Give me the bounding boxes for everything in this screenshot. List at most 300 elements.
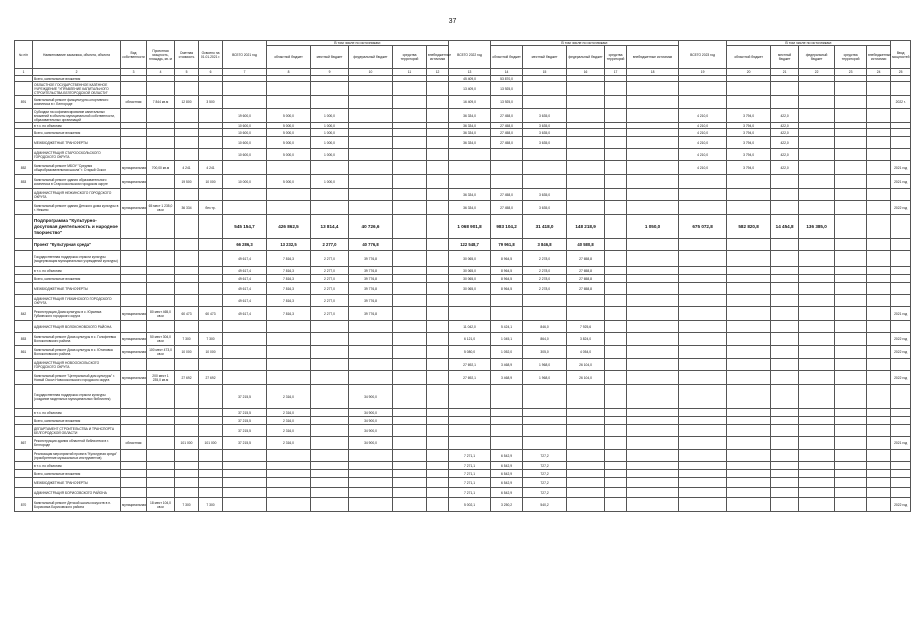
value-cell bbox=[679, 450, 727, 462]
value-cell: 79 961,8 bbox=[491, 239, 523, 251]
value-cell bbox=[627, 371, 679, 385]
object-name-cell: Капитальный ремонт МБОУ "Средняя общеобразовательная школа" г. Старый Оскол bbox=[33, 161, 121, 175]
value-cell bbox=[393, 201, 427, 215]
value-cell: 13 232,5 bbox=[267, 239, 311, 251]
value-cell bbox=[175, 239, 199, 251]
value-cell bbox=[605, 478, 627, 488]
value-cell bbox=[891, 137, 911, 149]
column-number-cell: 23 bbox=[835, 69, 867, 76]
value-cell bbox=[349, 470, 393, 478]
value-cell bbox=[175, 385, 199, 409]
value-cell: 5 000,0 bbox=[267, 109, 311, 123]
value-cell bbox=[891, 417, 911, 425]
value-cell bbox=[267, 371, 311, 385]
investment-table-sheet bbox=[14, 40, 910, 512]
value-cell bbox=[523, 161, 567, 175]
value-cell: 6 542,9 bbox=[491, 462, 523, 470]
value-cell: 2 278,0 bbox=[523, 283, 567, 295]
value-cell bbox=[267, 450, 311, 462]
table-row bbox=[15, 295, 911, 307]
value-cell bbox=[393, 275, 427, 283]
value-cell bbox=[393, 478, 427, 488]
value-cell bbox=[835, 295, 867, 307]
value-cell bbox=[449, 295, 491, 307]
value-cell: 136 385,0 bbox=[799, 215, 835, 239]
object-name-cell: Капитальный ремонт Дома культуры в с. Ютановка Волоконовского района bbox=[33, 346, 121, 359]
value-cell: 39 776,8 bbox=[349, 267, 393, 275]
value-cell bbox=[727, 478, 771, 488]
value-cell: 6 542,9 bbox=[491, 470, 523, 478]
value-cell bbox=[771, 371, 799, 385]
value-cell bbox=[835, 109, 867, 123]
value-cell bbox=[835, 239, 867, 251]
value-cell bbox=[223, 498, 267, 512]
value-cell bbox=[199, 275, 223, 283]
object-name-cell: Капитальный ремонт физкультурно-спортивного комплекса в г. Белгороде bbox=[33, 96, 121, 109]
value-cell: 10 000,0 bbox=[223, 175, 267, 189]
value-cell bbox=[679, 201, 727, 215]
col-header-12: внебюджетные источники bbox=[427, 46, 449, 69]
value-cell bbox=[427, 175, 449, 189]
value-cell bbox=[891, 478, 911, 488]
col-header-6: Освоено на 01.01.2021 г. bbox=[199, 41, 223, 69]
value-cell: 5 000,0 bbox=[267, 123, 311, 129]
value-cell bbox=[223, 470, 267, 478]
value-cell bbox=[679, 333, 727, 346]
value-cell bbox=[427, 425, 449, 437]
col-header-1: № п/п bbox=[15, 41, 33, 69]
value-cell: 49 617,4 bbox=[223, 275, 267, 283]
table-row bbox=[15, 462, 911, 470]
value-cell: 7 271,1 bbox=[449, 462, 491, 470]
value-cell: 7 816,3 bbox=[267, 283, 311, 295]
value-cell: 3 794,0 bbox=[727, 149, 771, 161]
column-number-cell: 4 bbox=[147, 69, 175, 76]
value-cell bbox=[491, 417, 523, 425]
col-header-23: средства территорий bbox=[835, 46, 867, 69]
value-cell bbox=[627, 267, 679, 275]
value-cell bbox=[799, 201, 835, 215]
value-cell: 5 002,1 bbox=[449, 498, 491, 512]
value-cell bbox=[121, 275, 147, 283]
value-cell: 36 334,0 bbox=[449, 129, 491, 137]
value-cell: 49 617,4 bbox=[223, 283, 267, 295]
column-number-cell: 21 bbox=[771, 69, 799, 76]
value-cell bbox=[891, 189, 911, 201]
value-cell bbox=[199, 488, 223, 498]
value-cell: 30 065,0 bbox=[449, 251, 491, 267]
value-cell: 2 277,0 bbox=[311, 283, 349, 295]
value-cell bbox=[727, 470, 771, 478]
value-cell: 4 210,0 bbox=[679, 161, 727, 175]
value-cell: 66 286,3 bbox=[223, 239, 267, 251]
value-cell bbox=[867, 175, 891, 189]
value-cell bbox=[223, 333, 267, 346]
object-name-cell: Капитальный ремонт здания Детского дома культуры в г. Нежино bbox=[33, 201, 121, 215]
value-cell: 1 068 901,8 bbox=[449, 215, 491, 239]
value-cell bbox=[727, 346, 771, 359]
value-cell: 2021 год bbox=[891, 161, 911, 175]
value-cell bbox=[627, 96, 679, 109]
value-cell: 31 418,0 bbox=[523, 215, 567, 239]
row-number-cell: 842 bbox=[15, 307, 33, 321]
column-number-cell: 13 bbox=[449, 69, 491, 76]
value-cell bbox=[427, 359, 449, 371]
object-name-cell: АДМИНИСТРАЦИЯ ВОЛОКОНОВСКОГО РАЙОНА bbox=[33, 321, 121, 333]
value-cell: 30 065,0 bbox=[449, 283, 491, 295]
value-cell bbox=[835, 333, 867, 346]
value-cell bbox=[679, 307, 727, 321]
value-cell bbox=[349, 189, 393, 201]
value-cell bbox=[147, 267, 175, 275]
value-cell bbox=[867, 333, 891, 346]
column-number-cell: 14 bbox=[491, 69, 523, 76]
value-cell: 7 271,1 bbox=[449, 478, 491, 488]
value-cell bbox=[449, 417, 491, 425]
value-cell bbox=[771, 96, 799, 109]
value-cell: 34 900,0 bbox=[349, 409, 393, 417]
value-cell bbox=[393, 82, 427, 96]
value-cell bbox=[605, 175, 627, 189]
value-cell bbox=[147, 215, 175, 239]
value-cell bbox=[491, 425, 523, 437]
value-cell: 846,0 bbox=[523, 321, 567, 333]
value-cell bbox=[147, 321, 175, 333]
value-cell bbox=[311, 96, 349, 109]
value-cell bbox=[427, 201, 449, 215]
value-cell bbox=[199, 425, 223, 437]
value-cell bbox=[567, 425, 605, 437]
value-cell bbox=[799, 333, 835, 346]
value-cell: 27 658,8 bbox=[567, 267, 605, 275]
value-cell bbox=[605, 498, 627, 512]
value-cell bbox=[835, 96, 867, 109]
value-cell: 37 215,5 bbox=[223, 417, 267, 425]
value-cell bbox=[449, 161, 491, 175]
value-cell: 36 334,0 bbox=[449, 201, 491, 215]
value-cell bbox=[121, 425, 147, 437]
row-number-cell bbox=[15, 215, 33, 239]
value-cell bbox=[867, 129, 891, 137]
table-row bbox=[15, 498, 911, 512]
value-cell: 2 278,0 bbox=[523, 267, 567, 275]
value-cell bbox=[867, 478, 891, 488]
value-cell bbox=[605, 189, 627, 201]
table-row bbox=[15, 175, 911, 189]
value-cell: 3 635,0 bbox=[523, 201, 567, 215]
value-cell bbox=[771, 359, 799, 371]
value-cell bbox=[147, 470, 175, 478]
col-header-5: Сметная стоимость bbox=[175, 41, 199, 69]
table-row bbox=[15, 307, 911, 321]
value-cell bbox=[891, 82, 911, 96]
value-cell bbox=[349, 346, 393, 359]
value-cell: 27 658,8 bbox=[567, 251, 605, 267]
value-cell bbox=[393, 409, 427, 417]
value-cell: 101 000 bbox=[199, 437, 223, 450]
object-name-cell: Капитальный ремонт "Центральный дом культуры" г. Новый Оскол Новооскольского городского округа bbox=[33, 371, 121, 385]
table-row bbox=[15, 321, 911, 333]
value-cell bbox=[147, 275, 175, 283]
column-number-cell: 11 bbox=[393, 69, 427, 76]
value-cell bbox=[727, 409, 771, 417]
value-cell bbox=[727, 333, 771, 346]
value-cell bbox=[223, 346, 267, 359]
value-cell bbox=[627, 137, 679, 149]
value-cell bbox=[835, 82, 867, 96]
value-cell bbox=[835, 175, 867, 189]
value-cell bbox=[147, 82, 175, 96]
column-number-cell: 3 bbox=[121, 69, 147, 76]
value-cell: 545 154,7 bbox=[223, 215, 267, 239]
value-cell bbox=[427, 450, 449, 462]
value-cell bbox=[799, 409, 835, 417]
value-cell bbox=[891, 462, 911, 470]
value-cell: 148 218,9 bbox=[567, 215, 605, 239]
value-cell bbox=[679, 189, 727, 201]
value-cell bbox=[605, 359, 627, 371]
value-cell bbox=[727, 417, 771, 425]
column-number-cell: 15 bbox=[523, 69, 567, 76]
value-cell bbox=[449, 385, 491, 409]
value-cell bbox=[523, 295, 567, 307]
value-cell bbox=[627, 437, 679, 450]
value-cell bbox=[771, 283, 799, 295]
value-cell bbox=[393, 359, 427, 371]
value-cell bbox=[867, 149, 891, 161]
value-cell: 422,0 bbox=[771, 109, 799, 123]
value-cell bbox=[267, 201, 311, 215]
col-header-8: областной бюджет bbox=[267, 46, 311, 69]
value-cell: 1 045,1 bbox=[491, 333, 523, 346]
value-cell bbox=[567, 295, 605, 307]
value-cell bbox=[223, 96, 267, 109]
object-name-cell: Субсидии на софинансирование капитальных вложений в объекты муниципальной собственности, образовательных организаций bbox=[33, 109, 121, 123]
value-cell bbox=[679, 470, 727, 478]
row-number-cell bbox=[15, 321, 33, 333]
value-cell bbox=[121, 215, 147, 239]
value-cell bbox=[349, 82, 393, 96]
value-cell bbox=[867, 437, 891, 450]
value-cell: 27 458,0 bbox=[491, 137, 523, 149]
value-cell bbox=[121, 82, 147, 96]
value-cell bbox=[393, 175, 427, 189]
value-cell: 426 862,5 bbox=[267, 215, 311, 239]
value-cell bbox=[799, 425, 835, 437]
value-cell: муниципальная bbox=[121, 498, 147, 512]
value-cell bbox=[267, 321, 311, 333]
value-cell: 2022 г. bbox=[891, 96, 911, 109]
value-cell bbox=[349, 96, 393, 109]
value-cell bbox=[349, 129, 393, 137]
value-cell bbox=[867, 96, 891, 109]
value-cell: 39 776,8 bbox=[349, 283, 393, 295]
value-cell bbox=[427, 498, 449, 512]
value-cell bbox=[121, 385, 147, 409]
object-name-cell: Капитальный ремонт Детской школы искусств в п. Борисовка Борисовского района bbox=[33, 498, 121, 512]
value-cell bbox=[449, 175, 491, 189]
value-cell bbox=[393, 417, 427, 425]
table-row bbox=[15, 371, 911, 385]
object-name-cell: Государственная поддержка отрасли культуры (модернизация муниципальных учреждений культуры) bbox=[33, 251, 121, 267]
value-cell bbox=[491, 437, 523, 450]
value-cell: 6 121,0 bbox=[449, 333, 491, 346]
value-cell bbox=[799, 175, 835, 189]
value-cell: 60 473 bbox=[199, 307, 223, 321]
value-cell bbox=[835, 201, 867, 215]
value-cell bbox=[799, 189, 835, 201]
value-cell bbox=[121, 267, 147, 275]
value-cell bbox=[393, 346, 427, 359]
value-cell: 45 409,0 bbox=[449, 76, 491, 82]
value-cell bbox=[679, 239, 727, 251]
value-cell bbox=[679, 425, 727, 437]
value-cell bbox=[491, 295, 523, 307]
value-cell bbox=[891, 359, 911, 371]
value-cell bbox=[835, 251, 867, 267]
object-name-cell: МЕЖБЮДЖЕТНЫЕ ТРАНСФЕРТЫ bbox=[33, 283, 121, 295]
value-cell: 4 054,0 bbox=[567, 346, 605, 359]
value-cell bbox=[835, 385, 867, 409]
value-cell bbox=[627, 129, 679, 137]
value-cell bbox=[679, 175, 727, 189]
row-number-cell: 852 bbox=[15, 161, 33, 175]
value-cell bbox=[605, 346, 627, 359]
value-cell bbox=[799, 275, 835, 283]
value-cell bbox=[393, 251, 427, 267]
col-header-7: ВСЕГО 2021 год bbox=[223, 41, 267, 69]
value-cell bbox=[799, 321, 835, 333]
value-cell: 4 210,0 bbox=[679, 129, 727, 137]
value-cell: 1 050,0 bbox=[627, 215, 679, 239]
value-cell bbox=[199, 137, 223, 149]
value-cell: 7 300 bbox=[175, 333, 199, 346]
value-cell: 30 065,0 bbox=[449, 267, 491, 275]
value-cell bbox=[891, 295, 911, 307]
table-row bbox=[15, 437, 911, 450]
value-cell: 40 776,8 bbox=[349, 239, 393, 251]
value-cell: 80 мест 465,0 кв.м bbox=[147, 307, 175, 321]
value-cell bbox=[311, 498, 349, 512]
value-cell bbox=[147, 109, 175, 123]
value-cell: 10 000 bbox=[175, 346, 199, 359]
value-cell bbox=[427, 321, 449, 333]
value-cell: 49 617,4 bbox=[223, 307, 267, 321]
value-cell: 100 мест 473,0 кв.м bbox=[147, 346, 175, 359]
value-cell bbox=[605, 137, 627, 149]
value-cell bbox=[199, 149, 223, 161]
row-number-cell bbox=[15, 462, 33, 470]
value-cell bbox=[267, 346, 311, 359]
value-cell bbox=[427, 346, 449, 359]
value-cell: 37 215,5 bbox=[223, 385, 267, 409]
value-cell bbox=[121, 359, 147, 371]
value-cell: 49 617,4 bbox=[223, 267, 267, 275]
value-cell: 4 241 bbox=[175, 161, 199, 175]
value-cell: 4 210,0 bbox=[679, 123, 727, 129]
value-cell bbox=[427, 462, 449, 470]
value-cell: 34 900,0 bbox=[349, 437, 393, 450]
value-cell bbox=[223, 478, 267, 488]
value-cell: 2 278,0 bbox=[523, 251, 567, 267]
value-cell bbox=[835, 307, 867, 321]
value-cell bbox=[567, 478, 605, 488]
value-cell bbox=[393, 470, 427, 478]
value-cell: 39 776,8 bbox=[349, 251, 393, 267]
value-cell bbox=[727, 450, 771, 462]
value-cell bbox=[799, 96, 835, 109]
value-cell bbox=[393, 267, 427, 275]
value-cell bbox=[311, 321, 349, 333]
value-cell bbox=[349, 109, 393, 123]
value-cell: 13 409,0 bbox=[449, 82, 491, 96]
table-row bbox=[15, 137, 911, 149]
value-cell: 36 334 bbox=[175, 201, 199, 215]
value-cell bbox=[311, 333, 349, 346]
value-cell bbox=[771, 498, 799, 512]
value-cell: 14 454,8 bbox=[771, 215, 799, 239]
value-cell bbox=[349, 161, 393, 175]
table-row bbox=[15, 425, 911, 437]
col-header-3: Вид собственности bbox=[121, 41, 147, 69]
col-header-14: областной бюджет bbox=[491, 46, 523, 69]
value-cell bbox=[627, 109, 679, 123]
value-cell bbox=[727, 295, 771, 307]
value-cell: 8 964,5 bbox=[491, 275, 523, 283]
value-cell bbox=[491, 385, 523, 409]
value-cell bbox=[727, 321, 771, 333]
value-cell bbox=[121, 109, 147, 123]
value-cell: областная bbox=[121, 437, 147, 450]
value-cell bbox=[349, 371, 393, 385]
value-cell bbox=[867, 346, 891, 359]
value-cell bbox=[835, 161, 867, 175]
value-cell bbox=[175, 359, 199, 371]
value-cell bbox=[311, 462, 349, 470]
value-cell bbox=[567, 307, 605, 321]
value-cell bbox=[771, 251, 799, 267]
value-cell bbox=[147, 149, 175, 161]
value-cell bbox=[799, 450, 835, 462]
value-cell bbox=[605, 251, 627, 267]
value-cell: 3 794,0 bbox=[727, 161, 771, 175]
value-cell bbox=[891, 283, 911, 295]
value-cell: 422,0 bbox=[771, 137, 799, 149]
value-cell bbox=[567, 498, 605, 512]
value-cell: 1 000,0 bbox=[311, 137, 349, 149]
value-cell: 8 964,5 bbox=[491, 283, 523, 295]
value-cell: 27 692 bbox=[175, 371, 199, 385]
table-row bbox=[15, 96, 911, 109]
table-row bbox=[15, 129, 911, 137]
row-number-cell bbox=[15, 283, 33, 295]
value-cell bbox=[147, 283, 175, 295]
value-cell bbox=[605, 275, 627, 283]
value-cell: 2 316,0 bbox=[267, 385, 311, 409]
value-cell: 7 925,6 bbox=[567, 321, 605, 333]
value-cell bbox=[175, 417, 199, 425]
value-cell: 2 316,0 bbox=[267, 417, 311, 425]
value-cell bbox=[427, 267, 449, 275]
row-number-cell bbox=[15, 478, 33, 488]
value-cell: 12 800 bbox=[175, 96, 199, 109]
value-cell bbox=[199, 478, 223, 488]
value-cell bbox=[121, 488, 147, 498]
value-cell bbox=[349, 488, 393, 498]
object-name-cell: АДМИНИСТРАЦИЯ СТАРООСКОЛЬСКОГО ГОРОДСКОГО ОКРУГА bbox=[33, 149, 121, 161]
value-cell: 27 692 bbox=[199, 371, 223, 385]
value-cell bbox=[679, 409, 727, 417]
